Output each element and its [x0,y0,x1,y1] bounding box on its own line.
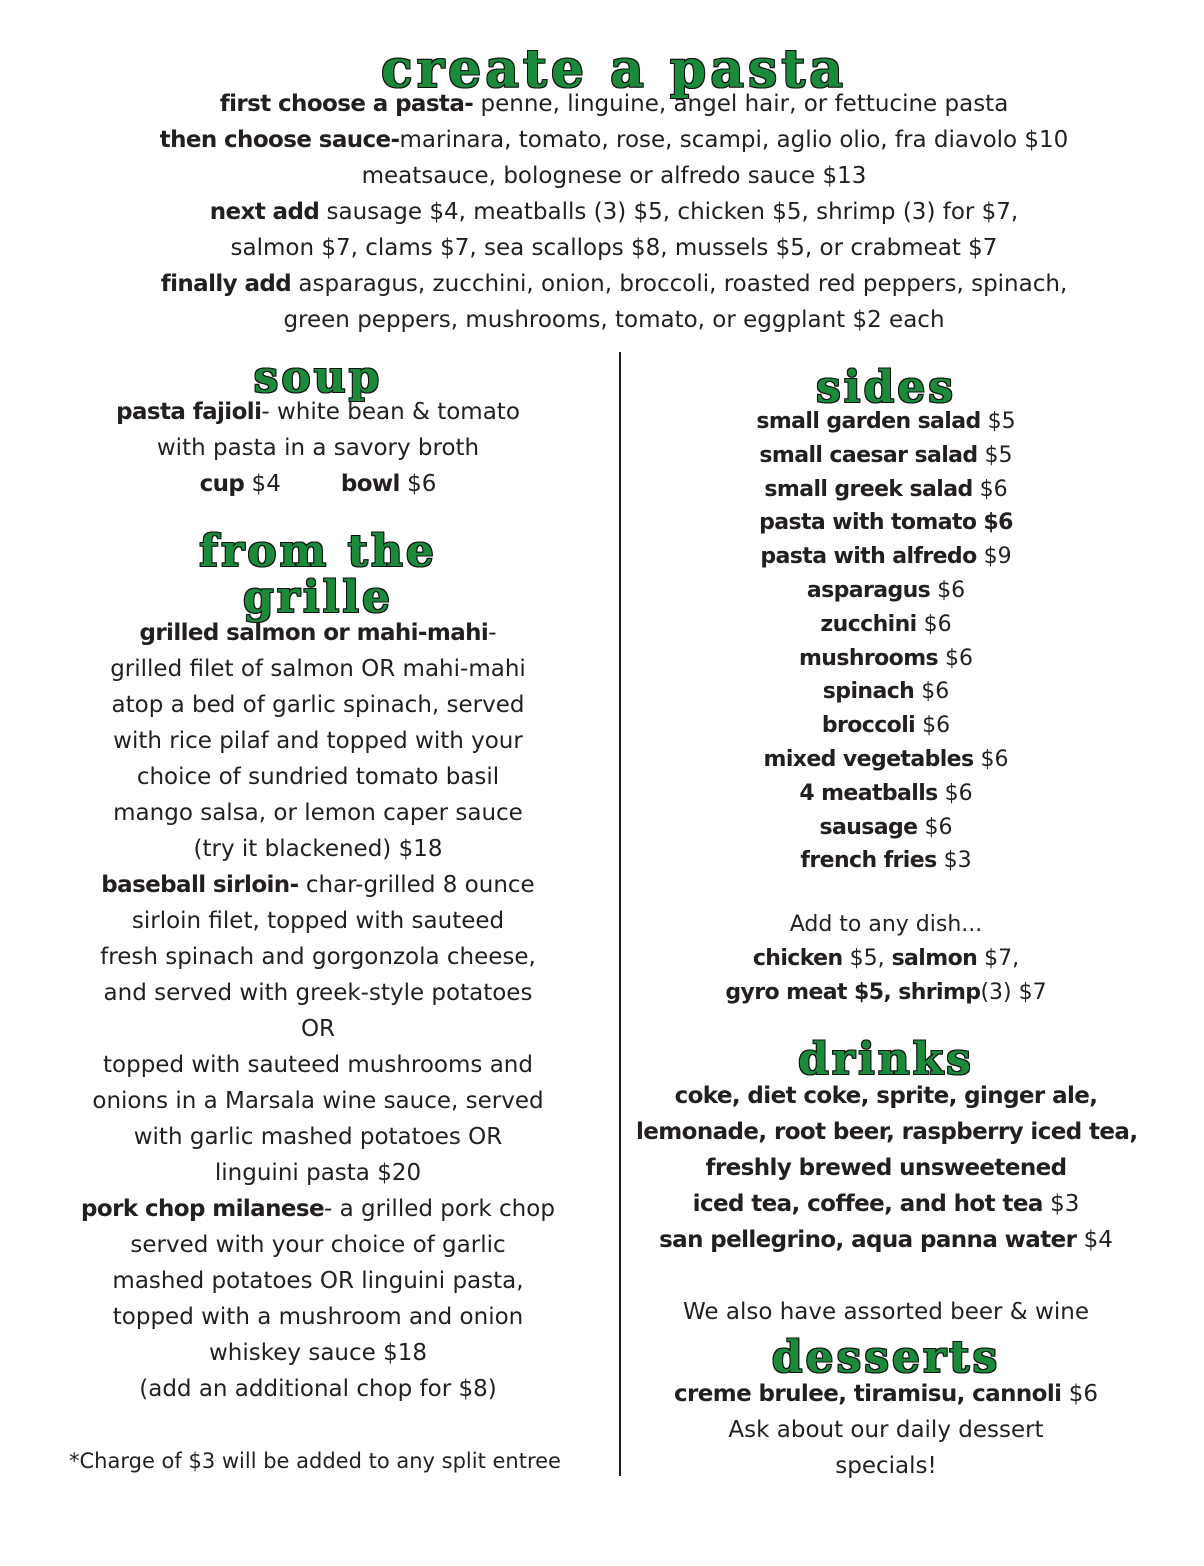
sirloin-desc: and served with greek-style potatoes [103,980,533,1006]
beer-wine-note: We also have assorted beer & wine [683,1299,1089,1325]
pork-chop-desc: served with your choice of garlic [130,1232,506,1258]
sirloin-desc: topped with sauteed mushrooms and [103,1052,533,1078]
desserts-heading: desserts [771,1332,1001,1383]
grille-section [0,615,636,1407]
side-item: french fries $3 [800,848,972,874]
side-item: pasta with alfredo $9 [760,544,1012,570]
pasta-sauce-line: then choose sauce-marinara, tomato, rose, scampi, aglio olio, fra diavolo $10 [159,127,1069,153]
desserts-line: specials! [835,1453,937,1479]
sirloin-desc: linguini pasta $20 [214,1160,422,1186]
desserts-line: creme brulee, tiramisu, cannoli $6 [673,1381,1098,1407]
side-item: pasta with tomato $6 [759,510,1013,536]
create-a-pasta-section [0,86,1204,338]
sirloin-desc: with garlic mashed potatoes OR [133,1124,503,1150]
create-a-pasta-heading: create a pasta [381,39,847,100]
salmon-desc: choice of sundried tomato basil [136,764,500,790]
salmon-item: grilled salmon or mahi-mahi- [139,620,497,646]
salmon-desc: atop a bed of garlic spinach, served [111,692,525,718]
addon-intro: Add to any dish... [789,912,983,938]
side-item: zucchini $6 [820,611,952,637]
soup-item: pasta fajioli- white bean & tomato [116,399,520,425]
sirloin-item: baseball sirloin- char-grilled 8 ounce [101,872,535,898]
soup-prices: cup $4 bowl $6 [199,471,437,497]
sirloin-desc: OR [300,1016,336,1042]
salmon-desc: grilled filet of salmon OR mahi-mahi [110,656,526,682]
addon-line: chicken $5, salmon $7, [752,945,1020,971]
desserts-section [636,1376,1136,1484]
pork-chop-item: pork chop milanese- a grilled pork chop [81,1196,555,1222]
salmon-desc: mango salsa, or lemon caper sauce [113,800,523,826]
sides-section [636,405,1136,1010]
addon-line: gyro meat $5, shrimp(3) $7 [725,979,1047,1005]
pasta-protein-line-2: salmon $7, clams $7, sea scallops $8, mussels $5, or crabmeat $7 [230,235,998,261]
side-item: sausage $6 [819,814,953,840]
sirloin-desc: fresh spinach and gorgonzola cheese, [100,944,536,970]
side-item: mushrooms $6 [798,645,974,671]
drinks-line: coke, diet coke, sprite, ginger ale, [674,1083,1098,1109]
desserts-line: Ask about our daily dessert [728,1417,1044,1443]
drinks-section [636,1078,1136,1330]
pork-chop-desc: mashed potatoes OR linguini pasta, [112,1268,524,1294]
salmon-desc: with rice pilaf and topped with your [113,728,523,754]
pasta-veg-line: finally add asparagus, zucchini, onion, broccoli, roasted red peppers, spinach, [160,271,1068,297]
split-entree-footnote: *Charge of $3 will be added to any split entree [69,1449,561,1473]
pasta-sauce-line-2: meatsauce, bolognese or alfredo sauce $13 [361,163,867,189]
grille-heading-line1: from the [199,526,437,577]
side-item: broccoli $6 [821,713,951,739]
side-item: 4 meatballs $6 [799,780,973,806]
sirloin-desc: sirloin filet, topped with sauteed [131,908,505,934]
pasta-protein-line: next add sausage $4, meatballs (3) $5, chicken $5, shrimp (3) for $7, [209,199,1019,225]
grille-heading-line2: grille [242,572,394,623]
soup-heading: soup [253,352,383,403]
drinks-line: freshly brewed unsweetened [705,1155,1067,1181]
pasta-veg-line-2: green peppers, mushrooms, tomato, or eggplant $2 each [283,307,945,333]
drinks-heading: drinks [798,1034,974,1085]
drinks-line: san pellegrino, aqua panna water $4 [659,1227,1113,1253]
side-item: small garden salad $5 [756,409,1016,434]
side-item: spinach $6 [822,679,950,705]
side-item: asparagus $6 [806,577,966,603]
side-item: small greek salad $6 [764,476,1008,502]
pork-chop-desc: topped with a mushroom and onion [112,1304,524,1330]
drinks-line: iced tea, coffee, and hot tea $3 [692,1191,1080,1217]
pasta-choose-line: first choose a pasta- penne, linguine, angel hair, or fettucine pasta [219,91,1009,117]
pork-chop-desc: (add an additional chop for $8) [139,1376,497,1402]
drinks-line: lemonade, root beer, raspberry iced tea, [636,1119,1138,1145]
pork-chop-desc: whiskey sauce $18 [209,1340,427,1366]
sirloin-desc: onions in a Marsala wine sauce, served [92,1088,544,1114]
soup-section [0,394,636,502]
soup-desc: with pasta in a savory broth [156,435,480,461]
salmon-desc: (try it blackened) $18 [193,836,443,862]
side-item: small caesar salad $5 [759,442,1013,468]
side-item: mixed vegetables $6 [763,746,1009,772]
sides-heading: sides [815,362,957,413]
